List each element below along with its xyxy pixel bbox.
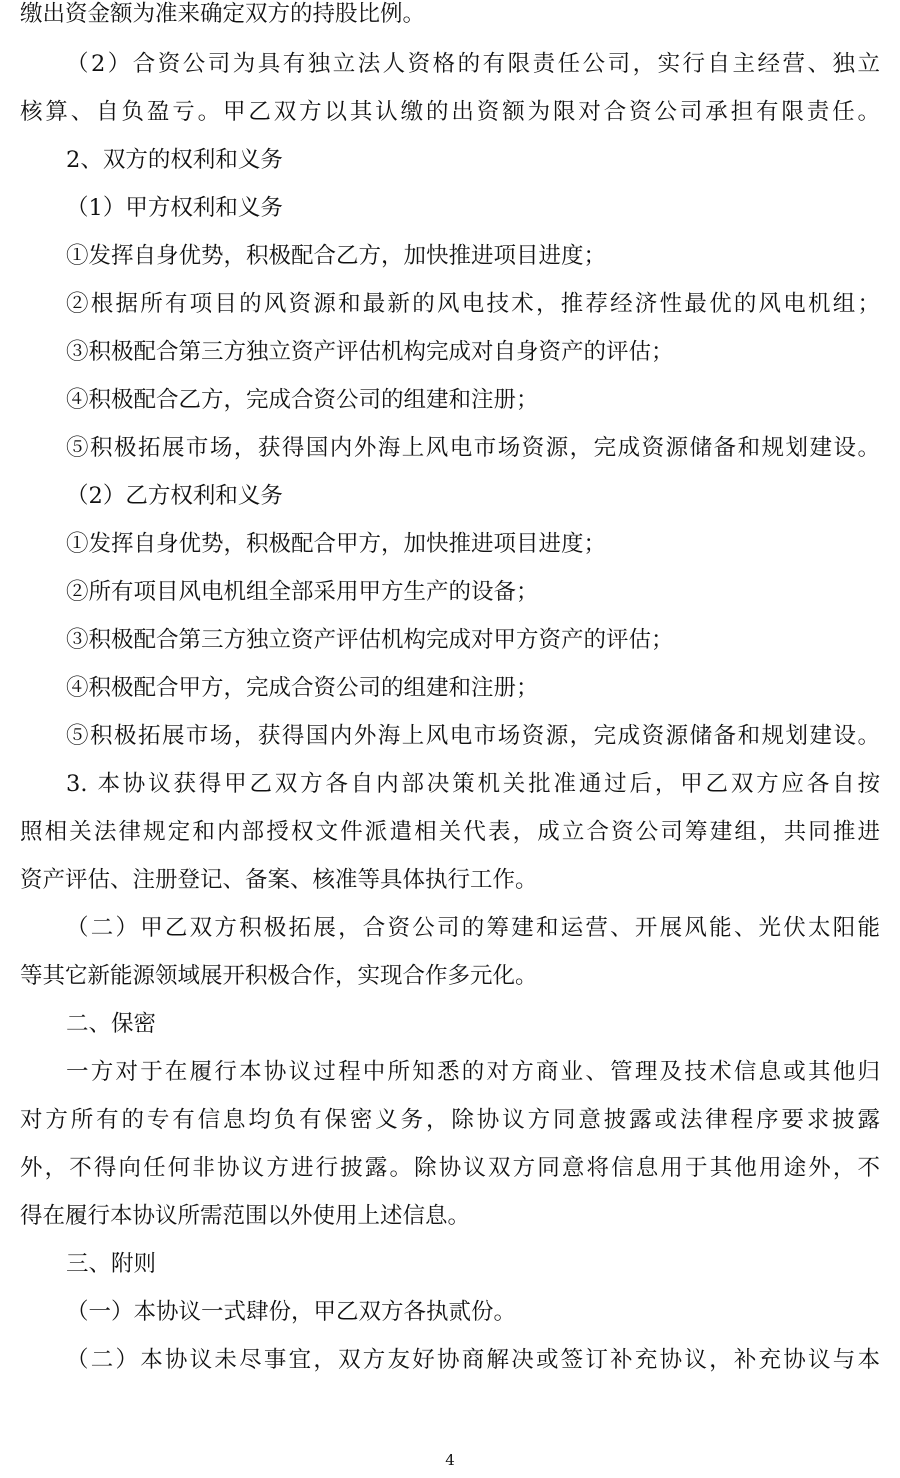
list-item: ③积极配合第三方独立资产评估机构完成对自身资产的评估； xyxy=(66,339,674,365)
section-heading: 二、保密 xyxy=(66,1011,157,1037)
list-item: ①发挥自身优势，积极配合甲方，加快推进项目进度； xyxy=(66,531,607,557)
section-heading: 2、双方的权利和义务 xyxy=(66,147,283,173)
paragraph-line: （二）甲乙双方积极拓展，合资公司的筹建和运营、开展风能、光伏太阳能 xyxy=(66,915,880,941)
paragraph-line: 3. 本协议获得甲乙双方各自内部决策机关批准通过后，甲乙双方应各自按 xyxy=(66,771,880,797)
paragraph-line: 照相关法律规定和内部授权文件派遣相关代表，成立合资公司筹建组，共同推进 xyxy=(20,819,880,845)
list-item: ④积极配合乙方，完成合资公司的组建和注册； xyxy=(66,387,539,413)
list-item: ②根据所有项目的风资源和最新的风电技术，推荐经济性最优的风电机组； xyxy=(66,291,880,317)
paragraph-line: （2）合资公司为具有独立法人资格的有限责任公司，实行自主经营、独立 xyxy=(66,51,880,77)
list-item: ①发挥自身优势，积极配合乙方，加快推进项目进度； xyxy=(66,243,607,269)
paragraph-line: 得在履行本协议所需范围以外使用上述信息。 xyxy=(20,1203,471,1229)
page-number: 4 xyxy=(445,1451,455,1469)
paragraph-line: 核算、自负盈亏。甲乙双方以其认缴的出资额为限对合资公司承担有限责任。 xyxy=(20,99,880,125)
list-item: ②所有项目风电机组全部采用甲方生产的设备； xyxy=(66,579,539,605)
paragraph-line: （一）本协议一式肆份，甲乙双方各执贰份。 xyxy=(66,1299,517,1325)
list-item: ⑤积极拓展市场，获得国内外海上风电市场资源，完成资源储备和规划建设。 xyxy=(66,723,880,749)
list-item: ③积极配合第三方独立资产评估机构完成对甲方资产的评估； xyxy=(66,627,674,653)
paragraph-line: 外，不得向任何非协议方进行披露。除协议双方同意将信息用于其他用途外，不 xyxy=(20,1155,880,1181)
paragraph-line: 缴出资金额为准来确定双方的持股比例。 xyxy=(20,1,426,27)
paragraph-line: 一方对于在履行本协议过程中所知悉的对方商业、管理及技术信息或其他归 xyxy=(66,1059,880,1085)
subsection-heading: （1）甲方权利和义务 xyxy=(66,195,283,221)
list-item: ⑤积极拓展市场，获得国内外海上风电市场资源，完成资源储备和规划建设。 xyxy=(66,435,880,461)
list-item: ④积极配合甲方，完成合资公司的组建和注册； xyxy=(66,675,539,701)
paragraph-line: 对方所有的专有信息均负有保密义务，除协议方同意披露或法律程序要求披露 xyxy=(20,1107,880,1133)
subsection-heading: （2）乙方权利和义务 xyxy=(66,483,283,509)
paragraph-line: 资产评估、注册登记、备案、核准等具体执行工作。 xyxy=(20,867,538,893)
paragraph-line: 等其它新能源领域展开积极合作，实现合作多元化。 xyxy=(20,963,538,989)
section-heading: 三、附则 xyxy=(66,1251,157,1277)
paragraph-line: （二）本协议未尽事宜，双方友好协商解决或签订补充协议，补充协议与本 xyxy=(66,1347,880,1373)
